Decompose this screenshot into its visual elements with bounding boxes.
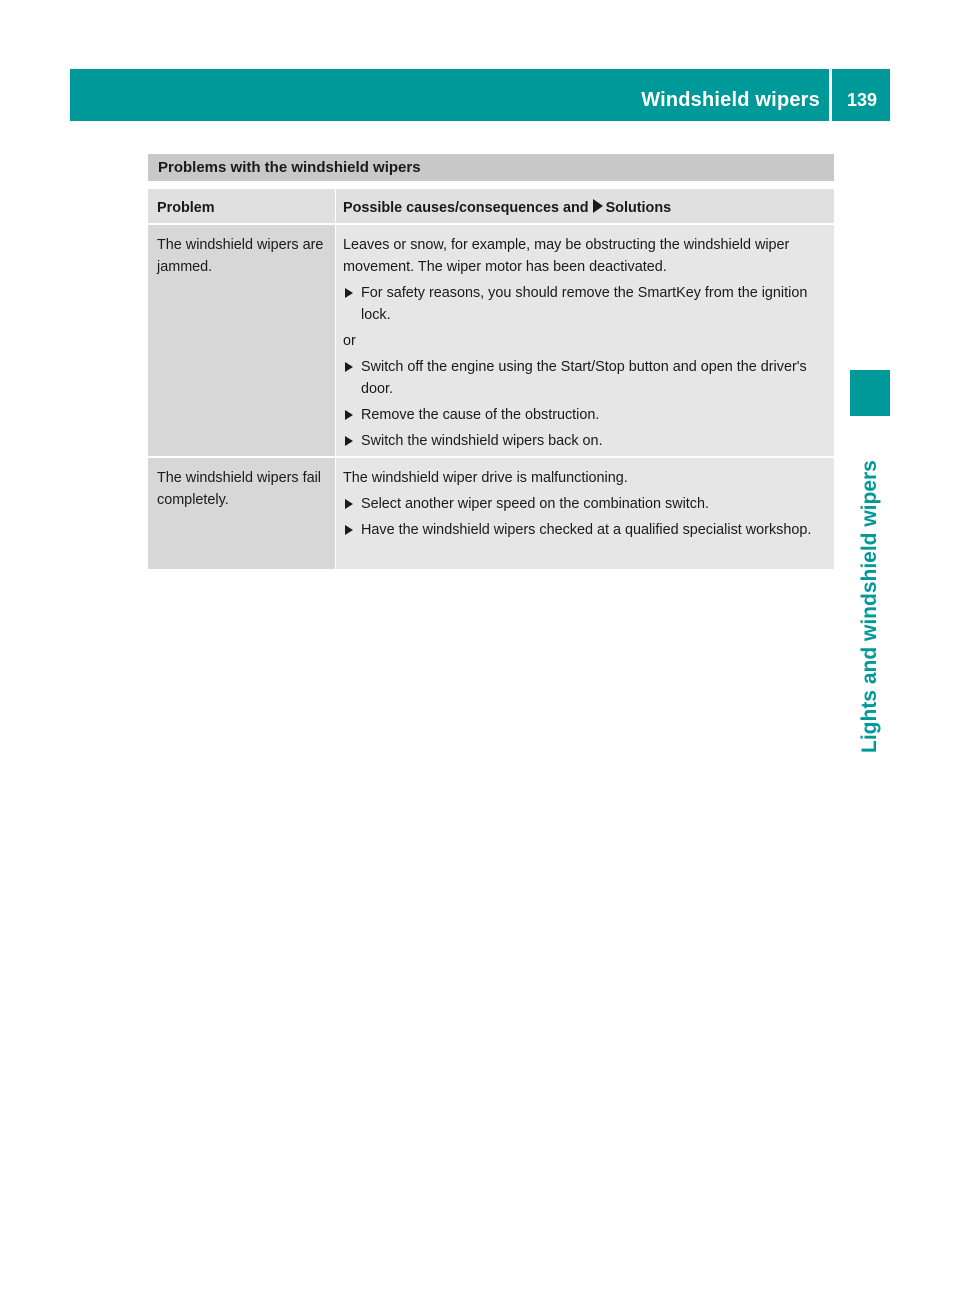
page-header: [70, 69, 890, 121]
table-row: [148, 458, 834, 570]
table-title: Problems with the windshield wipers: [148, 154, 834, 181]
arrow-right-icon: [345, 525, 353, 535]
or-text: or: [343, 333, 356, 349]
solution-cell: [335, 458, 834, 569]
arrow-right-icon: [345, 288, 353, 298]
table-row: [148, 225, 834, 457]
column-header-causes: [335, 189, 834, 223]
chapter-label: Lights and windshield wipers: [858, 460, 881, 753]
step-text: Switch the windshield wipers back on.: [361, 433, 603, 449]
arrow-right-icon: [345, 499, 353, 509]
table-header-row: [148, 189, 834, 224]
solution-step: [343, 282, 830, 326]
solution-step: [343, 493, 830, 515]
solution-step: [343, 404, 830, 426]
problem-cell: The windshield wipers fail completely.: [148, 458, 335, 569]
arrow-right-icon: [345, 362, 353, 372]
cause-text: The windshield wiper drive is malfunctioning.: [343, 470, 628, 486]
solution-step: [343, 430, 830, 452]
arrow-right-icon: [345, 410, 353, 420]
cause-text: Leaves or snow, for example, may be obstructing the windshield wiper movement. The wiper motor has been deactivated.: [343, 237, 790, 275]
chapter-tab-marker: [850, 370, 890, 416]
column-header-causes-label: Possible causes/consequences and: [343, 200, 589, 216]
column-header-problem: Problem: [148, 189, 335, 223]
arrow-right-icon: [593, 199, 603, 213]
step-text: Have the windshield wipers checked at a qualified specialist workshop.: [361, 522, 812, 538]
page-number: 139: [846, 90, 878, 110]
problem-cell: The windshield wipers are jammed.: [148, 225, 335, 456]
step-text: Remove the cause of the obstruction.: [361, 407, 600, 423]
section-title: Windshield wipers: [641, 89, 820, 111]
column-header-solutions-label: Solutions: [605, 200, 672, 216]
step-text: For safety reasons, you should remove the SmartKey from the ignition lock.: [361, 285, 808, 323]
step-text: Select another wiper speed on the combination switch.: [361, 496, 709, 512]
solution-step: [343, 519, 830, 541]
solution-cell: [335, 225, 834, 456]
solution-step: [343, 356, 830, 400]
problems-table: [148, 154, 834, 570]
arrow-right-icon: [345, 436, 353, 446]
step-text: Switch off the engine using the Start/Stop button and open the driver's door.: [361, 359, 807, 397]
header-divider: [829, 69, 832, 121]
